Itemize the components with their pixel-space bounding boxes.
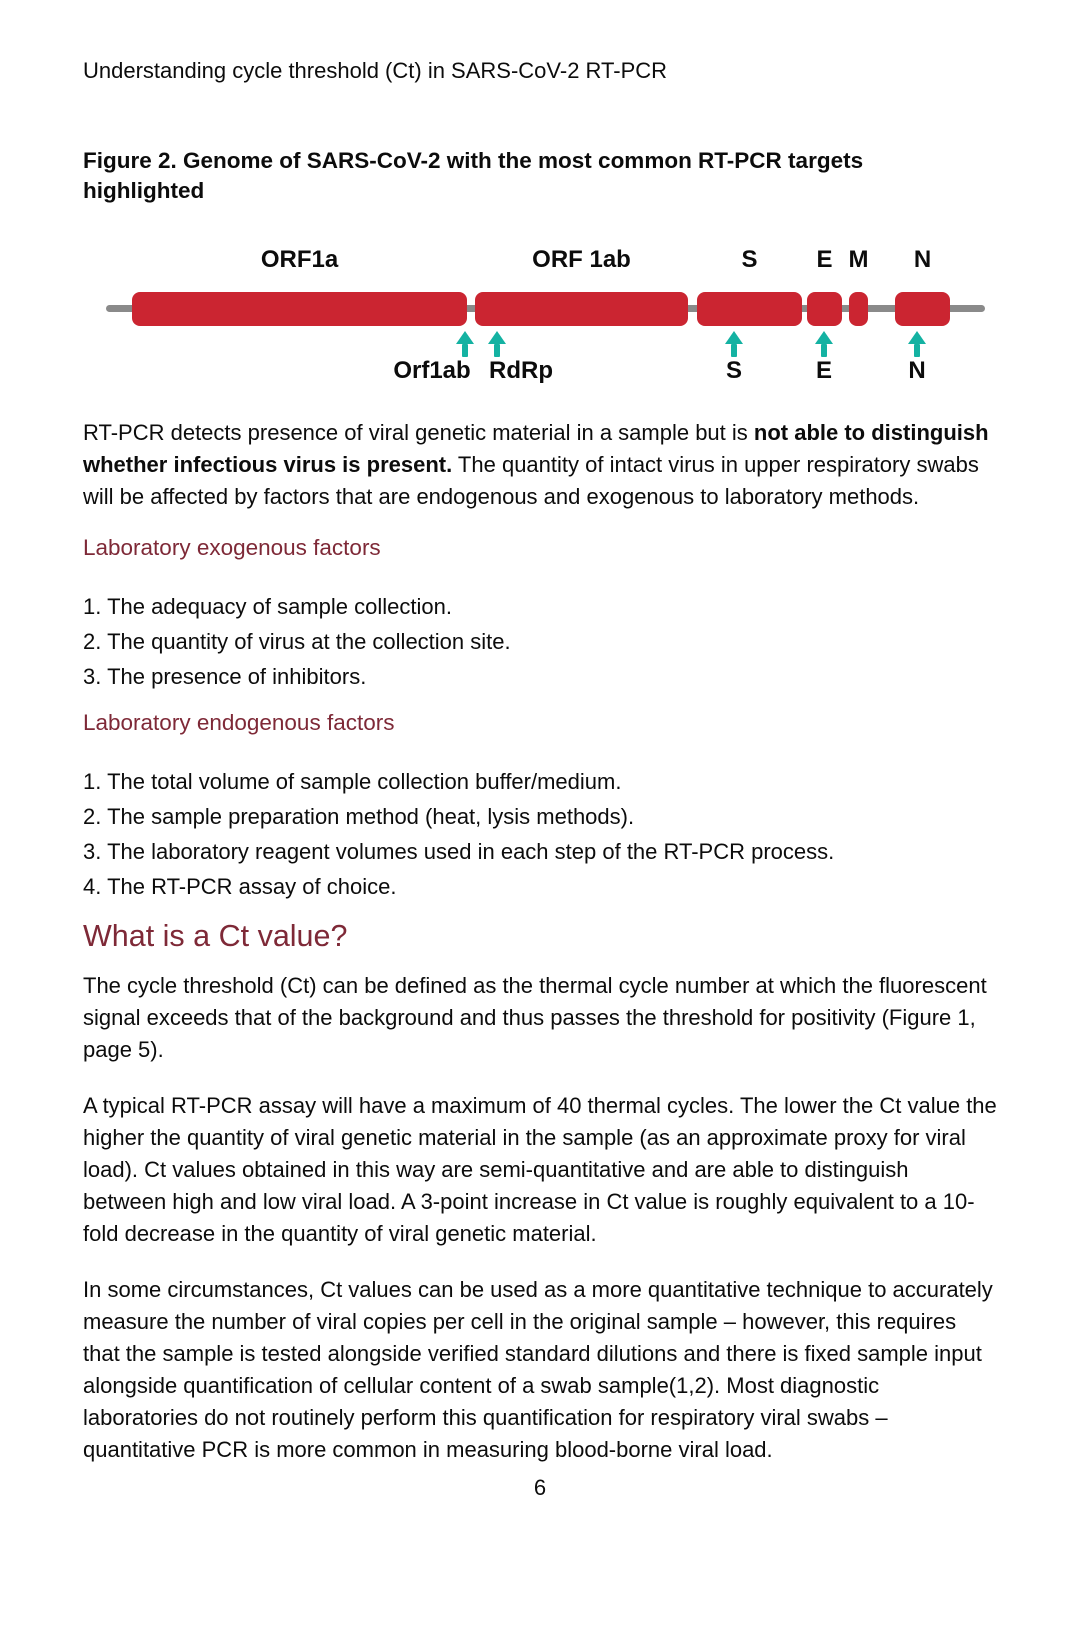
genome-segment-s [697, 292, 802, 326]
target-label-orf1ab: Orf1ab [393, 357, 471, 384]
segment-label-m: M [848, 246, 869, 273]
list-item: A typical RT-PCR assay will have a maximum of 40 thermal cycles. The lower the Ct value the higher the quantity of viral genetic material in the sample (as an approximate proxy for viral load). Ct values obtained in this way are semi-quantitative and are able to distinguish between high and low viral load. A 3-point increase in Ct value is roughly equivalent to a 10-fold decrease in the quantity of viral genetic material. [83, 1093, 997, 1246]
arrow-head [815, 331, 833, 344]
genome-segment-m [849, 292, 868, 326]
exogenous-list [83, 589, 997, 694]
arrow-stem [462, 344, 468, 357]
intro-text-1: RT-PCR detects presence of viral genetic material in a sample but is [83, 420, 754, 445]
arrow-stem [914, 344, 920, 357]
target-label-n: N [908, 357, 926, 384]
page-number: 6 [533, 1475, 547, 1500]
list-item: 1. The total volume of sample collection buffer/medium. [83, 769, 622, 794]
target-label-s: S [725, 357, 743, 384]
exogenous-heading: Laboratory exogenous factors [83, 535, 381, 560]
list-item: 1. The adequacy of sample collection. [83, 594, 452, 619]
arrow-stem [731, 344, 737, 357]
up-arrow-icon [908, 331, 926, 357]
segment-label-s: S [741, 246, 758, 273]
intro-paragraph [83, 417, 997, 513]
target-label-rdrp: RdRp [489, 357, 553, 384]
intro-text-2: The quantity of intact virus in upper respiratory swabs will be affected by factors that are endogenous and exogenous to laboratory methods. [83, 452, 979, 509]
arrow-head [725, 331, 743, 344]
running-header: Understanding cycle threshold (Ct) in SARS-CoV-2 RT-PCR [83, 58, 668, 83]
arrow-head [488, 331, 506, 344]
arrow-stem [494, 344, 500, 357]
up-arrow-icon [725, 331, 743, 357]
genome-diagram [83, 246, 997, 389]
up-arrow-icon [488, 331, 506, 357]
up-arrow-icon [815, 331, 833, 357]
endogenous-list [83, 764, 997, 904]
ct-value-heading: What is a Ct value? [83, 919, 348, 953]
arrow-head [456, 331, 474, 344]
list-item: 2. The sample preparation method (heat, lysis methods). [83, 804, 635, 829]
list-item: 2. The quantity of virus at the collection site. [83, 629, 511, 654]
list-item: 4. The RT-PCR assay of choice. [83, 874, 397, 899]
arrow-stem [821, 344, 827, 357]
genome-segment-orf-1ab [475, 292, 688, 326]
segment-label-orf-1ab: ORF 1ab [532, 246, 631, 273]
list-item: 3. The presence of inhibitors. [83, 664, 367, 689]
target-label-e: E [815, 357, 833, 384]
ct-value-paragraphs [83, 970, 997, 1466]
arrow-head [908, 331, 926, 344]
segment-label-n: N [913, 246, 932, 273]
list-item: 3. The laboratory reagent volumes used in each step of the RT-PCR process. [83, 839, 835, 864]
endogenous-heading: Laboratory endogenous factors [83, 710, 395, 735]
segment-label-orf1a: ORF1a [260, 246, 339, 273]
genome-segment-e [807, 292, 842, 326]
list-item: The cycle threshold (Ct) can be defined as the thermal cycle number at which the fluorescent signal exceeds that of the background and thus passes the threshold for positivity (Figure 1, page 5). [83, 973, 987, 1062]
genome-segment-orf1a [132, 292, 467, 326]
up-arrow-icon [456, 331, 474, 357]
segment-label-e: E [816, 246, 833, 273]
figure-title: Figure 2. Genome of SARS-CoV-2 with the most common RT-PCR targets highlighted [83, 148, 864, 203]
list-item: In some circumstances, Ct values can be used as a more quantitative technique to accurately measure the number of viral copies per cell in the original sample – however, this requires that the sample is tested alongside verified standard dilutions and there is fixed sample input alongside quantification of cellular content of a swab sample(1,2). Most diagnostic laboratories do not routinely perform this quantification for respiratory viral swabs – quantitative PCR is more common in measuring blood-borne viral load. [83, 1277, 993, 1462]
intro-bold-text: not able to distinguish whether infectious virus is present. [83, 420, 989, 477]
genome-segment-n [895, 292, 950, 326]
